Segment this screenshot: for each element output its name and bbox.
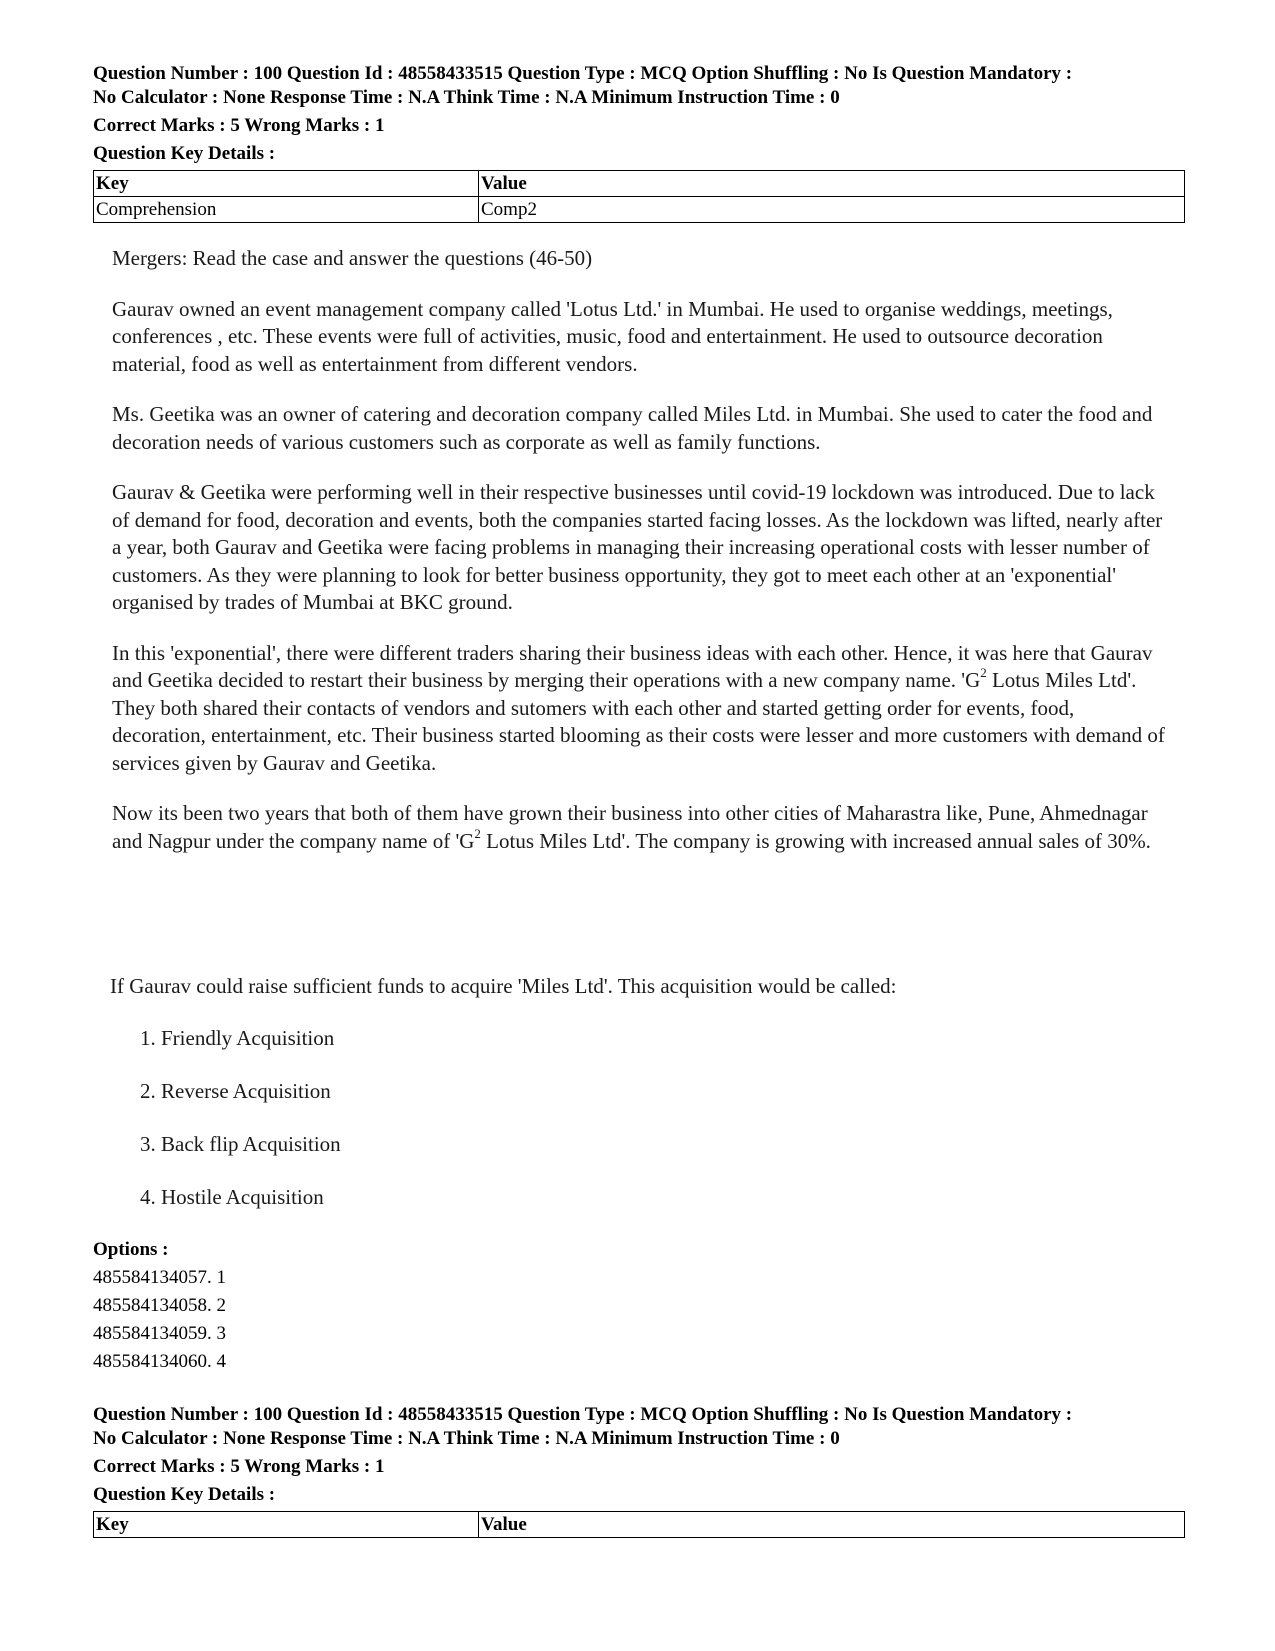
options-list	[93, 1236, 226, 1376]
value-cell: Comp2	[479, 197, 1185, 223]
option-item: 485584134060. 4	[93, 1351, 226, 1372]
value-header-cell: Value	[479, 171, 1185, 197]
question-text: If Gaurav could raise sufficient funds to acquire 'Miles Ltd'. This acquisition would be called:	[110, 974, 897, 998]
answer-choices	[140, 1024, 341, 1236]
case-passage	[112, 245, 1172, 878]
passage-title: Mergers: Read the case and answer the questions (46-50)	[112, 246, 593, 270]
key-details-label: Question Key Details :	[93, 143, 276, 164]
choice-3: 3. Back flip Acquisition	[140, 1132, 341, 1156]
choice-4: 4. Hostile Acquisition	[140, 1185, 324, 1209]
passage-p5-part-b: Lotus Miles Ltd'. The company is growing with increased annual sales of 30%.	[480, 828, 1151, 853]
key-details-label: Question Key Details :	[93, 1484, 276, 1505]
choice-2: 2. Reverse Acquisition	[140, 1079, 331, 1103]
next-question-header-block	[93, 1403, 1185, 1538]
passage-paragraph-1: Gaurav owned an event management company called 'Lotus Ltd.' in Mumbai. He used to organise weddings, meetings, conferences , etc. These events were full of activities, music, food and entertainment. He used to outsource decoration material, food as well as entertainment from different vendors.	[112, 296, 1113, 376]
passage-paragraph-3: Gaurav & Geetika were performing well in their respective businesses until covid-19 lockdown was introduced. Due to lack of demand for food, decoration and events, both the companies started facing losses. As the lockdown was lifted, nearly after a year, both Gaurav and Geetika were facing problems in managing their increasing operational costs with lesser number of customers. As they were planning to look for better business opportunity, they got to meet each other at an 'exponential' organised by trades of Mumbai at BKC ground.	[112, 480, 1163, 614]
key-cell: Comprehension	[94, 197, 479, 223]
passage-p5-part-a: Now its been two years that both of them have grown their business into other cities of Maharastra like, Pune, Ahmednagar and Nagpur under the company name of 'G	[112, 801, 1148, 853]
choice-1: 1. Friendly Acquisition	[140, 1026, 335, 1050]
passage-paragraph-4	[112, 640, 1172, 778]
value-header-cell: Value	[479, 1512, 1185, 1538]
question-meta-line-2: No Calculator : None Response Time : N.A Think Time : N.A Minimum Instruction Time : 0	[93, 1428, 840, 1449]
marks-line: Correct Marks : 5 Wrong Marks : 1	[93, 115, 385, 136]
option-item: 485584134059. 3	[93, 1323, 226, 1344]
passage-p4-part-b: Lotus Miles Ltd'. They both shared their contacts of vendors and sutomers with each other and started getting order for events, food, decoration, entertainment, etc. Their business started blooming as their costs were lesser and more customers with demand of services given by Gaurav and Geetika.	[112, 668, 1165, 775]
question-meta-line-1: Question Number : 100 Question Id : 48558433515 Question Type : MCQ Option Shuffling : No Is Question Mandatory :	[93, 63, 1073, 84]
option-item: 485584134057. 1	[93, 1267, 226, 1288]
key-details-table	[93, 1511, 1185, 1538]
question-meta-line-1: Question Number : 100 Question Id : 48558433515 Question Type : MCQ Option Shuffling : No Is Question Mandatory :	[93, 1404, 1073, 1425]
superscript-2: 2	[474, 825, 481, 841]
marks-line: Correct Marks : 5 Wrong Marks : 1	[93, 1456, 385, 1477]
passage-paragraph-5	[112, 800, 1172, 855]
question-meta-line-2: No Calculator : None Response Time : N.A Think Time : N.A Minimum Instruction Time : 0	[93, 87, 840, 108]
passage-paragraph-2: Ms. Geetika was an owner of catering and decoration company called Miles Ltd. in Mumbai. She used to cater the food and decoration needs of various customers such as corporate as well as family functions.	[112, 402, 1153, 454]
options-label: Options :	[93, 1239, 169, 1260]
key-header-cell: Key	[94, 1512, 479, 1538]
key-header-cell: Key	[94, 171, 479, 197]
key-details-table	[93, 170, 1185, 223]
superscript-2: 2	[980, 665, 987, 680]
passage-p4-part-a: In this 'exponential', there were different traders sharing their business ideas with each other. Hence, it was here that Gaurav and Geetika decided to restart their business by merging their operations with a new company name. 'G	[112, 640, 1153, 692]
question-header-block	[93, 62, 1185, 223]
option-item: 485584134058. 2	[93, 1295, 226, 1316]
